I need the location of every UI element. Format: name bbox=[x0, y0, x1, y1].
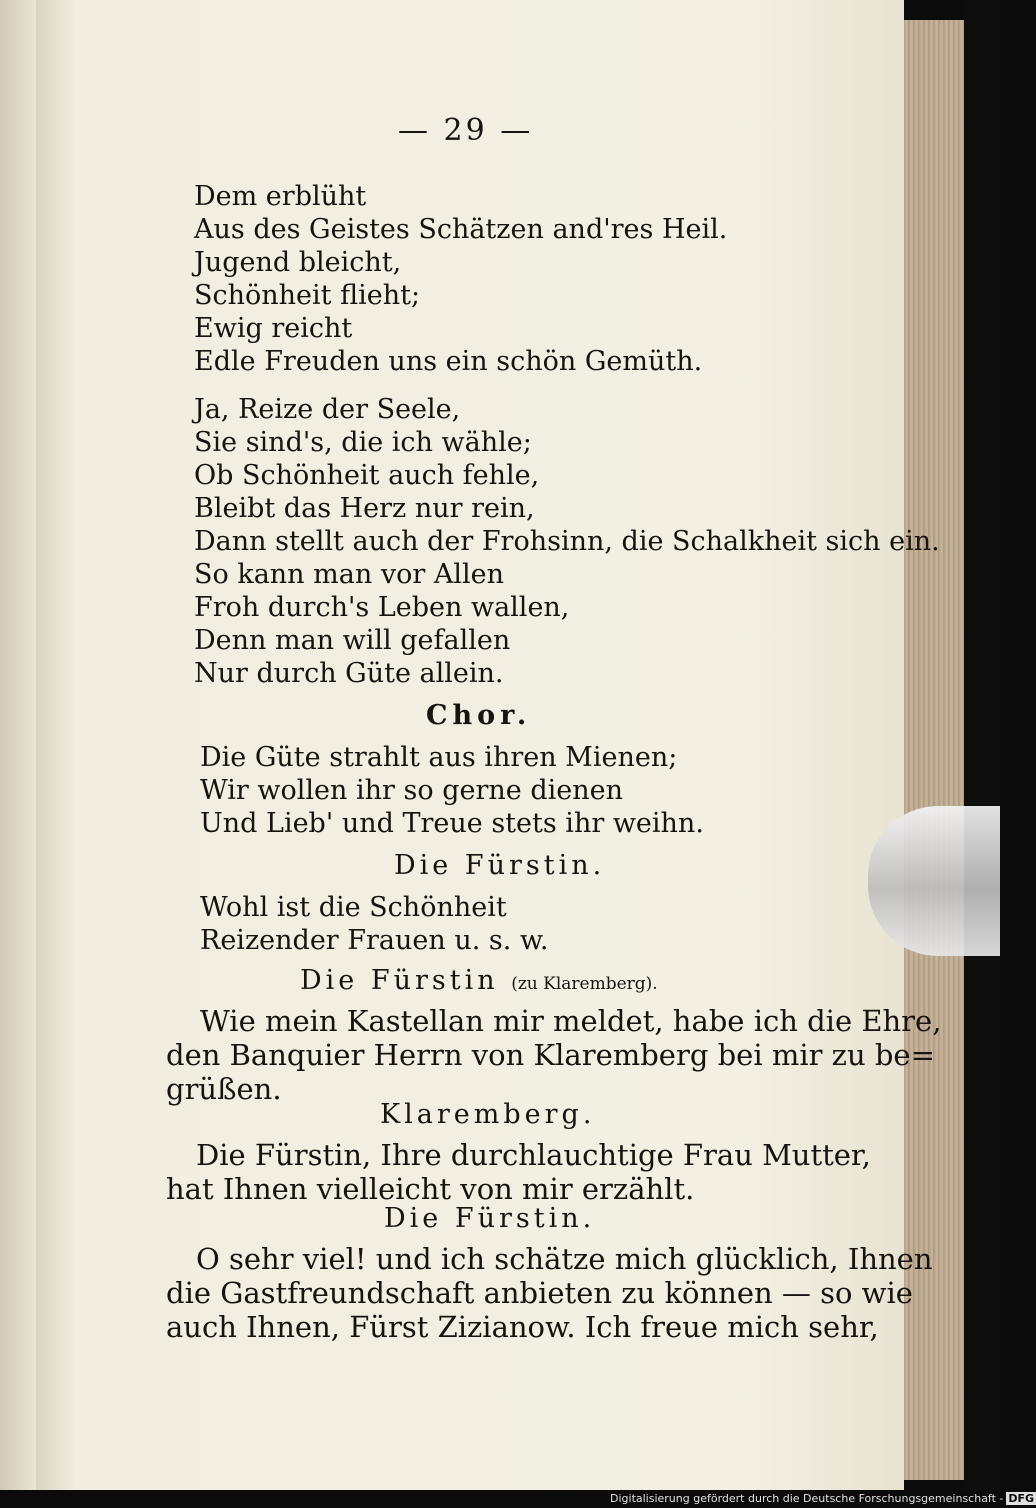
previous-page-edge bbox=[0, 0, 36, 1490]
fuerstin-line: Wohl ist die Schönheit bbox=[200, 892, 507, 923]
verse-line: Dem erblüht bbox=[194, 181, 367, 212]
prose-line: die Gastfreundschaft anbieten zu können — so wie bbox=[166, 1276, 913, 1310]
speaker-klaremberg: Klaremberg. bbox=[380, 1099, 596, 1130]
verse-line: Jugend bleicht, bbox=[194, 247, 402, 278]
verse-line: Ewig reicht bbox=[194, 313, 353, 344]
scan-background bbox=[964, 0, 1000, 1490]
chor-line: Wir wollen ihr so gerne dienen bbox=[200, 775, 623, 806]
speaker-fuerstin-directed bbox=[300, 964, 658, 1001]
verse-line: Schönheit flieht; bbox=[194, 280, 421, 311]
prose-line: hat Ihnen vielleicht von mir erzählt. bbox=[166, 1172, 695, 1206]
prose-line: grüßen. bbox=[166, 1072, 282, 1106]
chor-heading: Chor. bbox=[426, 700, 532, 731]
verse-line: Bleibt das Herz nur rein, bbox=[194, 493, 535, 524]
page-clip bbox=[868, 806, 1000, 956]
speaker-fuerstin-2: Die Fürstin. bbox=[384, 1203, 596, 1234]
verse-line: Ob Schönheit auch fehle, bbox=[194, 460, 540, 491]
verse-line: Nur durch Güte allein. bbox=[194, 658, 504, 689]
stage-direction: (zu Klaremberg). bbox=[511, 974, 658, 994]
prose-line: O sehr viel! und ich schätze mich glücklich, Ihnen bbox=[196, 1242, 933, 1276]
verse-line: Ja, Reize der Seele, bbox=[194, 394, 461, 425]
footer-text: Digitalisierung gefördert durch die Deutsche Forschungsgemeinschaft - bbox=[610, 1492, 1004, 1505]
verse-line: Aus des Geistes Schätzen and'res Heil. bbox=[194, 214, 728, 245]
prose-line: den Banquier Herrn von Klaremberg bei mir zu be= bbox=[166, 1038, 935, 1072]
verse-line: So kann man vor Allen bbox=[194, 559, 504, 590]
prose-line: Die Fürstin, Ihre durchlauchtige Frau Mutter, bbox=[196, 1138, 871, 1172]
speaker-name: Die Fürstin bbox=[300, 965, 499, 996]
verse-line: Froh durch's Leben wallen, bbox=[194, 592, 570, 623]
verse-line: Dann stellt auch der Frohsinn, die Schalkheit sich ein. bbox=[194, 526, 940, 557]
verse-line: Sie sind's, die ich wähle; bbox=[194, 427, 532, 458]
verse-line: Denn man will gefallen bbox=[194, 625, 511, 656]
fuerstin-line: Reizender Frauen u. s. w. bbox=[200, 925, 549, 956]
speaker-fuerstin: Die Fürstin. bbox=[394, 850, 606, 881]
dfg-logo: DFG bbox=[1008, 1492, 1035, 1505]
chor-line: Und Lieb' und Treue stets ihr weihn. bbox=[200, 808, 704, 839]
verse-line: Edle Freuden uns ein schön Gemüth. bbox=[194, 346, 703, 377]
page-number: — 29 — bbox=[398, 113, 534, 148]
prose-line: Wie mein Kastellan mir meldet, habe ich die Ehre, bbox=[200, 1004, 942, 1038]
prose-line: auch Ihnen, Fürst Zizianow. Ich freue mich sehr, bbox=[166, 1310, 879, 1344]
chor-line: Die Güte strahlt aus ihren Mienen; bbox=[200, 742, 678, 773]
digitization-footer bbox=[610, 1490, 1035, 1508]
